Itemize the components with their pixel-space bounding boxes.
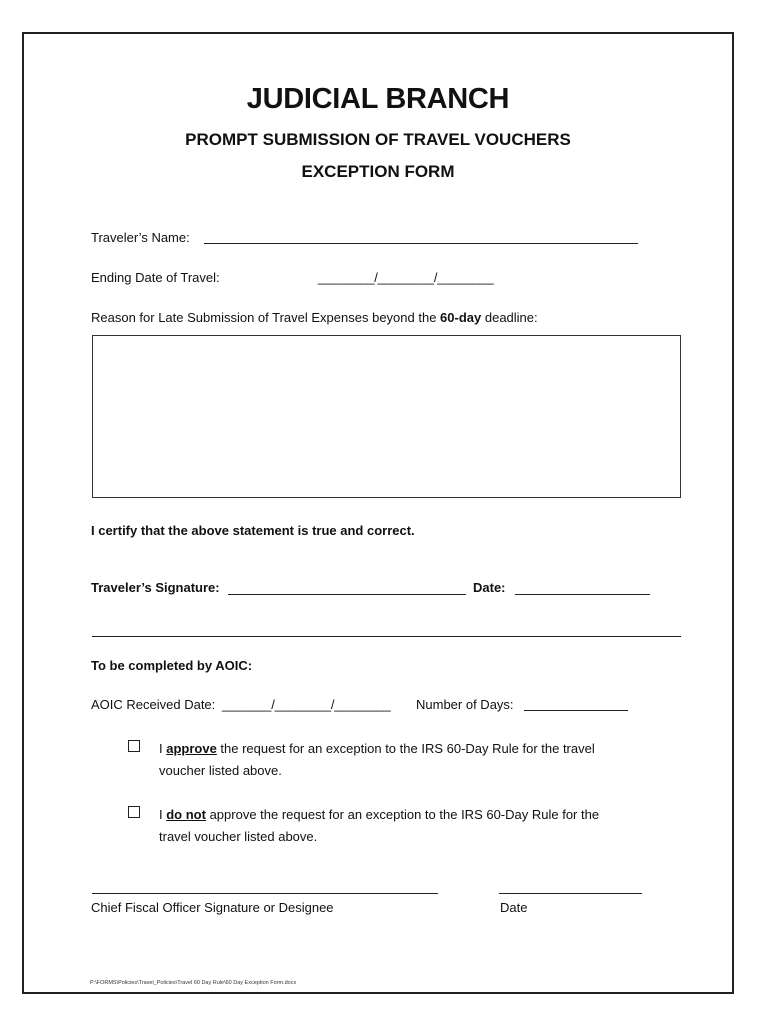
file-path-footer: P:\FORMS\Policies\Travel_Policies\Travel 60 Day Rule\60 Day Exception Form.docx bbox=[90, 980, 297, 986]
deny-checkbox[interactable] bbox=[128, 806, 140, 818]
approve-checkbox[interactable] bbox=[128, 740, 140, 752]
signature-date-label: Date: bbox=[473, 580, 506, 595]
form-title: JUDICIAL BRANCH bbox=[246, 83, 510, 115]
approve-text-line2: voucher listed above. bbox=[159, 763, 282, 778]
aoic-received-date-field[interactable]: _______/________/________ bbox=[222, 697, 391, 712]
number-of-days-field[interactable] bbox=[524, 710, 628, 711]
signature-field[interactable] bbox=[228, 594, 466, 595]
approve-text: I approve the request for an exception to the IRS 60-Day Rule for the travel bbox=[159, 741, 595, 756]
aoic-received-date-label: AOIC Received Date: bbox=[91, 697, 216, 712]
cfo-signature-field[interactable] bbox=[92, 893, 438, 894]
reason-textarea[interactable] bbox=[92, 335, 681, 498]
signature-label: Traveler’s Signature: bbox=[91, 580, 220, 595]
cfo-signature-label: Chief Fiscal Officer Signature or Designee bbox=[91, 900, 334, 915]
cfo-date-label: Date bbox=[500, 900, 528, 915]
form-subtitle-2: EXCEPTION FORM bbox=[301, 162, 455, 181]
ending-date-field[interactable]: ________/________/________ bbox=[318, 270, 494, 285]
form-subtitle: PROMPT SUBMISSION OF TRAVEL VOUCHERS bbox=[185, 130, 571, 149]
reason-label: Reason for Late Submission of Travel Expenses beyond the 60-day deadline: bbox=[91, 310, 538, 325]
aoic-heading: To be completed by AOIC: bbox=[91, 658, 253, 673]
certify-statement: I certify that the above statement is true and correct. bbox=[91, 523, 415, 538]
cfo-date-field[interactable] bbox=[499, 893, 642, 894]
travelers-name-label: Traveler’s Name: bbox=[91, 230, 190, 245]
signature-date-field[interactable] bbox=[515, 594, 650, 595]
section-divider bbox=[92, 636, 681, 637]
deny-text-line2: travel voucher listed above. bbox=[159, 829, 318, 844]
deny-text: I do not approve the request for an exception to the IRS 60-Day Rule for the bbox=[159, 807, 600, 822]
ending-date-label: Ending Date of Travel: bbox=[91, 270, 220, 285]
travelers-name-field[interactable] bbox=[204, 243, 638, 244]
number-of-days-label: Number of Days: bbox=[416, 697, 514, 712]
form-page bbox=[22, 32, 734, 994]
